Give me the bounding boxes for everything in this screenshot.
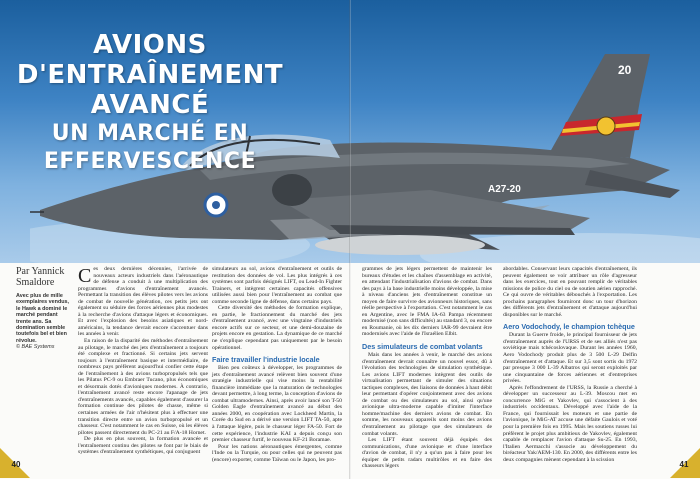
text-column-2 [212, 266, 342, 463]
article-headline [0, 30, 300, 176]
paragraph: Durant la Guerre froide, le principal fournisseur de jets d'entraînement auprès de l'URSS et de ses alliés n'est pas soviétique mais tchécoslovaque. Durant les années 1960, Aero Vodochody produit plus de 3 500 L-29 Delfin d'entraînement et d'attaque. Et sur 3,5 sont sortis du 1972 par presque 3 000 L-39 Albatros qui seront exploités par une cinquantaine de forces aériennes et d'entreprises privées. [503, 332, 637, 385]
text-column-1 [78, 266, 208, 456]
page-gutter [349, 0, 351, 479]
paragraph: Ces deux dernières décennies, l'arrivée de nouveaux acteurs industriels dans l'aéronautique de défense a conduit à une multiplication des programmes d'avions d'entraînement avancés. Permettant la transition des élèves pilotes vers les avions de combat de nouvelle génération, ces petits jets ont également su séduire des forces aériennes plus modestes à la recherche d'avions d'attaque légers et économiques. Et avec l'explosion des besoins asiatiques et nord-américains, la tendance devrait encore s'accentuer dans les années à venir. [78, 265, 208, 338]
section-heading: Des simulateurs de combat volants [362, 342, 483, 352]
section-heading: Faire travailler l'industrie locale [212, 355, 320, 365]
photo-credit: © BAE Systems [16, 344, 55, 351]
page-number-right: 41 [679, 460, 689, 469]
text-column-3 [362, 266, 492, 470]
headline-line-1: AVIONS D'ENTRAÎNEMENT [16, 30, 284, 90]
paragraph: Les LIFT étant souvent déjà équipés des communications, d'une avionique et d'une interface d'avion de combat, il n'y a qu'un pas à faire pour les équiper de petits radars multirôles et en faire des chasseurs légers [362, 437, 492, 470]
tail-number: 20 [618, 63, 632, 77]
fuselage-code: A27-20 [488, 184, 521, 195]
headline-line-3: UN MARCHÉ EN EFFERVESCENCE [43, 121, 257, 174]
paragraph: Pour les nations aéronautiques émergentes, comme l'Inde ou la Turquie, ou pour celles qui ne peuvent pas (encore) exporter, comme Taïwan ou le Japon, les pro- [212, 443, 342, 463]
paragraph: simulateurs au sol, avions d'entraînement et outils de restitution des données de vol. Les plus intégrés à ces systèmes sont parfois désignés LIFT, ou Lead-In Fighter Trainers, et intègrent certaines capacités offensives utilisées aussi bien pour l'entraînement au combat que comme seconde ligne de défense, dans certains pays. [212, 266, 342, 305]
headline-line-2: AVANCÉ [90, 90, 210, 120]
drop-cap: C [78, 265, 92, 287]
paragraph: abordables. Conservant leurs capacités d'entraînement, ils peuvent également se voir attribuer un rôle d'agresseur dans les exercices, tout en pouvant remplir de véritables missions de police du ciel ou de soutien aérien rapproché. Ce qui ouvre de véritables débouchés à l'exportation. Les prochains paragraphes fourniront donc un tour d'horizon des différents jets d'entraînement et d'attaque aujourd'hui disponibles sur le marché. [503, 266, 637, 318]
section-heading: Aero Vodochody, le champion tchèque [503, 322, 635, 332]
paragraph: Après l'effondrement de l'URSS, la Russie a cherché à développer un successeur au L-39. Moscou met en concurrence MiG et Yakovlev, qui s'associent à des industriels occidentaux. Développé avec l'aide de la France, qui fournissait les moteurs et une partie de l'avionique, le MiG-AT accuse une défaite Gaulois et voté pour la première fois en 1995. Mais les soutiens russes lui préfèrent le projet plus ambitieux de Yakovlev, également capable de remplacer l'avion d'attaque Su-25. En 1993, l'Italien Aermacchi s'associe au développement du biréacteur Yak/AEM-130. En 2000, des différents entre les deux compagnies mènent cependant à la scission [503, 384, 637, 463]
byline: Par Yannick Smaldore [16, 266, 65, 288]
page-number-left: 40 [11, 460, 21, 469]
paragraph: grammes de jets légers permettent de maintenir les bureaux d'études et les chaînes d'assemblage en activité, en attendant l'industrialisation d'avions de combat. Dans des pays à la base industrielle moins développée, la mise à niveau d'anciens jets d'entraînement constitue un moyen de faire survivre des avionneurs historiques, sans réelle perspective à l'exportation. C'est notamment le cas en Argentine, avec le FMA IA-63 Pampa récemment modernisé (non sans difficultés) au standard 3, ou encore en Roumanie, où les dix derniers IAR-99 devraient être modernisés avec l'aide de l'Israélien Elbit. [362, 266, 492, 338]
paragraph: En raison de la disparité des méthodes d'entraînement au pilotage, le marché des jets d'entraînement a toujours été complexe et fractionné. Si certains jets servent toujours à l'entraînement basique et intermédiaire, de nombreux pays préfèrent aujourd'hui confier cette étape de l'entraînement à des avions turbopropulsés tels que les Pilatus PC-9 ou Embraer Tucano, plus économiques et désormais dotés d'avioniques modernes. À contrario, l'entraînement avancé reste encore l'apanage de jets d'entraînements avancés, capables également d'assurer la formation continue des pilotes de chasse, même si certaines armées de l'air n'hésitent plus à effectuer une transition directe entre un avion turbopropulsé et un chasseur. C'est notamment le cas en Suisse, où les élèves pilotes passent directement du PC-21 au F/A-18 Hornet. [78, 338, 208, 436]
text-column-4 [503, 266, 637, 463]
caption-text: Avec plus de mille exemplaires vendus, le Hawk a dominé le marché pendant trente ans. Sa domination semble toutefois bel et bien révolue. [16, 293, 70, 344]
paragraph: Bien peu coûteux à développer, les programmes de jets d'entraînement avancé relèvent bien souvent d'une stratégie industrielle qui vise moins la rentabilité financière immédiate que la maturation de technologies devant permettre, à long terme, la conception d'avions de combat ultramodernes. Ainsi, après avoir lancé son T-50 Golden Eagle d'entraînement avancé au début des années 2000, en coopération avec Lockheed Martin, la Corée du Sud en a dérivé une version LIFT TA-50, apte à l'attaque légère, puis le chasseur léger FA-50. Fort de cette expérience, l'industrie KAI a depuis conçu son premier chasseur furtif, le nouveau KF-21 Boramae. [212, 365, 342, 444]
paragraph: Mais dans les années à venir, le marché des avions d'entraînement devrait connaître un nouvel essor, dû à l'évolution des technologies de simulation synthétique. Les avions LIFT modernes intègrent des outils de virtualisation permettant de simuler des situations tactiques complexes, des liaisons de données à haut débit leur permettant d'opérer conjointement avec des avions de combat ou des simulateurs au sol, ainsi qu'une avionique ultra-moderne capable d'imiter l'interface homme/machine des derniers avions de combat. En somme, les nouveaux appareils sont moins des avions d'entraînement au pilotage que des simulateurs de combat volants. [362, 352, 492, 437]
photo-caption [16, 293, 74, 351]
paragraph: Cette diversité des méthodes de formation explique, en partie, le fractionnement du marché des jets d'entraînement avancé, avec une vingtaine d'industriels encore actifs sur ce secteur, et une demi-douzaine de projets encore en gestation. La dynamique de ce marché ne s'explique cependant pas uniquement par le besoin opérationnel. [212, 305, 342, 351]
paragraph: De plus en plus souvent, la formation avancée et l'entraînement continu des pilotes se font par le biais de systèmes d'entraînement synthétiques, qui conjuguent [78, 436, 208, 456]
